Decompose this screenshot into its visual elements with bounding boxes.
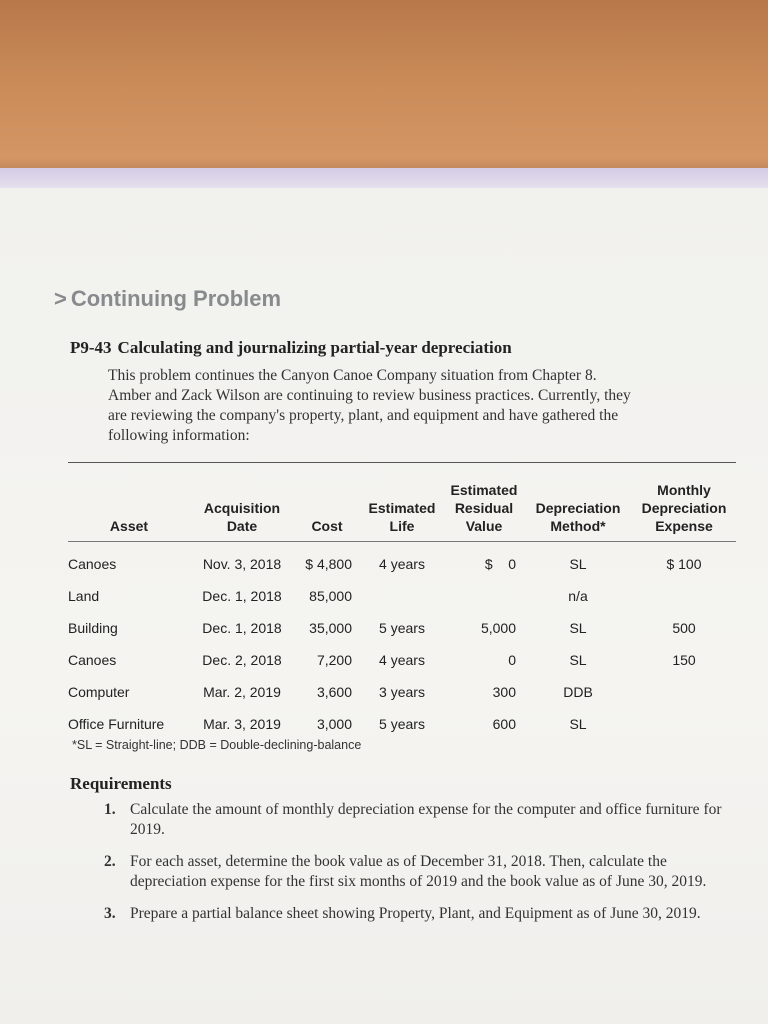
section-title-text: Continuing Problem: [70, 286, 282, 311]
cell-method: SL: [569, 716, 587, 732]
header-monthly-expense: Monthly Depreciation Expense: [632, 463, 736, 542]
cell-asset: Land: [68, 588, 100, 604]
header-depreciation-method: Depreciation Method*: [524, 463, 632, 542]
intro-line: Amber and Zack Wilson are continuing to review business practices. Currently, they: [108, 387, 631, 404]
cell-asset: Office Furniture: [68, 716, 165, 732]
cell-cost: 7,200: [316, 652, 352, 668]
problem-intro: [108, 366, 738, 446]
requirement-number: 1.: [104, 801, 116, 818]
cell-residual: [444, 580, 524, 612]
requirement-item: [104, 852, 734, 892]
cell-monthly: [632, 708, 736, 740]
cell-asset: Canoes: [68, 556, 117, 572]
cell-monthly: $ 100: [666, 556, 702, 572]
cell-asset: Building: [68, 620, 118, 636]
requirements-list: [104, 800, 734, 936]
cell-monthly: 500: [672, 620, 696, 636]
table-row: [68, 580, 736, 612]
table-row: [68, 708, 736, 740]
cell-asset: Canoes: [68, 652, 117, 668]
table-row: [68, 644, 736, 676]
cell-monthly: [632, 580, 736, 612]
cell-residual: $ 0: [484, 556, 516, 572]
cell-method: DDB: [563, 684, 593, 700]
table-row: [68, 542, 736, 581]
cell-life: 5 years: [379, 620, 425, 636]
requirement-text: For each asset, determine the book value as of December 31, 2018. Then, calculate the depreciation expense for the first six months of 2019 and the book value as of June 30, 2019.: [130, 853, 707, 890]
requirement-number: 2.: [104, 853, 116, 870]
problem-title: Calculating and journalizing partial-year depreciation: [117, 338, 512, 357]
header-residual-value: Estimated Residual Value: [444, 463, 524, 542]
page-edge: [0, 168, 768, 190]
header-asset: Asset: [68, 463, 190, 542]
cell-date: Mar. 3, 2019: [203, 716, 281, 732]
requirements-title: Requirements: [70, 774, 172, 793]
cell-date: Nov. 3, 2018: [202, 556, 282, 572]
intro-line: This problem continues the Canyon Canoe Company situation from Chapter 8.: [108, 367, 597, 384]
problem-number: P9-43: [70, 338, 112, 357]
cell-residual: 300: [492, 684, 516, 700]
asset-table-container: [68, 462, 736, 740]
cell-date: Dec. 2, 2018: [202, 652, 282, 668]
cell-life: 4 years: [379, 652, 425, 668]
cell-cost: 35,000: [309, 620, 352, 636]
wooden-table-background: [0, 0, 768, 172]
cell-method: SL: [569, 620, 587, 636]
cell-method: SL: [569, 652, 587, 668]
requirement-item: [104, 904, 734, 924]
cell-date: Dec. 1, 2018: [202, 588, 282, 604]
cell-monthly: 150: [672, 652, 696, 668]
cell-method: SL: [569, 556, 587, 572]
table-header-row: [68, 463, 736, 542]
cell-cost: 3,000: [316, 716, 352, 732]
cell-life: 5 years: [379, 716, 425, 732]
chevron-right-icon: >: [54, 286, 67, 311]
requirement-number: 3.: [104, 905, 116, 922]
cell-asset: Computer: [68, 684, 130, 700]
cell-residual: 600: [492, 716, 516, 732]
header-acquisition-date: Acquisition Date: [190, 463, 294, 542]
cell-monthly: [632, 676, 736, 708]
intro-line: following information:: [108, 427, 250, 444]
cell-life: [360, 580, 444, 612]
intro-line: are reviewing the company's property, plant, and equipment and have gathered the: [108, 407, 619, 424]
cell-date: Mar. 2, 2019: [203, 684, 281, 700]
cell-method: n/a: [568, 588, 588, 604]
cell-residual: 0: [508, 652, 516, 668]
cell-residual: 5,000: [480, 620, 516, 636]
table-footnote: *SL = Straight-line; DDB = Double-declining-balance: [72, 738, 362, 752]
cell-cost: 3,600: [316, 684, 352, 700]
table-row: [68, 612, 736, 644]
cell-cost: $ 4,800: [305, 556, 352, 572]
cell-life: 4 years: [379, 556, 425, 572]
problem-heading: [70, 338, 512, 358]
requirement-text: Prepare a partial balance sheet showing Property, Plant, and Equipment as of June 30, 2019.: [130, 905, 701, 922]
cell-date: Dec. 1, 2018: [202, 620, 282, 636]
requirement-item: [104, 800, 734, 840]
cell-cost: 85,000: [309, 588, 352, 604]
section-title: [54, 286, 281, 312]
asset-table: [68, 463, 736, 740]
header-cost: Cost: [294, 463, 360, 542]
requirement-text: Calculate the amount of monthly depreciation expense for the computer and office furniture for 2019.: [130, 801, 722, 838]
cell-life: 3 years: [379, 684, 425, 700]
table-row: [68, 676, 736, 708]
header-estimated-life: Estimated Life: [360, 463, 444, 542]
